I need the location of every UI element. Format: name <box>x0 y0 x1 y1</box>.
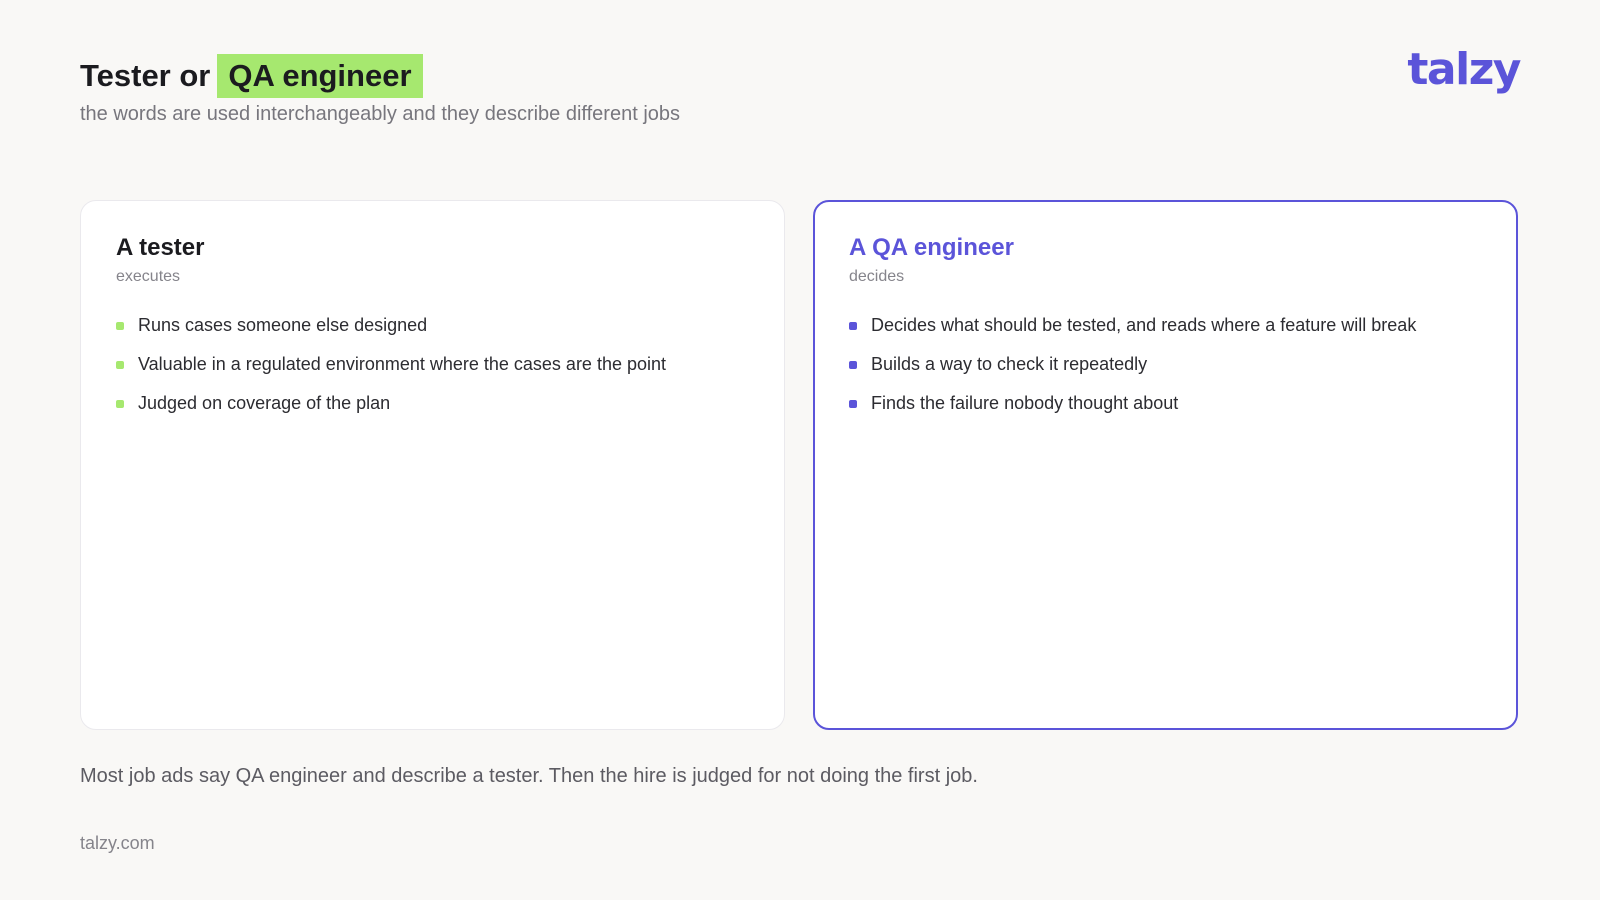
tester-card-subtitle: executes <box>116 268 181 285</box>
tester-card <box>80 200 785 730</box>
list-item <box>116 345 749 384</box>
title-highlight: QA engineer <box>217 54 422 98</box>
qa-engineer-card-subtitle: decides <box>849 268 905 285</box>
bullet-icon <box>849 361 857 369</box>
header <box>80 54 680 126</box>
list-item <box>116 306 749 345</box>
bullet-icon <box>116 361 124 369</box>
page-subtitle: the words are used interchangeably and they describe different jobs <box>80 103 681 125</box>
bullet-text: Runs cases someone else designed <box>138 315 428 335</box>
bullet-icon <box>849 322 857 330</box>
page-title <box>80 54 680 98</box>
list-item <box>849 345 1482 384</box>
list-item <box>849 306 1482 345</box>
footnote: Most job ads say QA engineer and describe a tester. Then the hire is judged for not doing the first job. <box>80 765 978 787</box>
site-url: talzy.com <box>80 833 155 853</box>
tester-bullet-list <box>116 306 749 423</box>
bullet-text: Valuable in a regulated environment where the cases are the point <box>138 354 667 374</box>
qa-engineer-bullet-list <box>849 306 1482 423</box>
list-item <box>849 384 1482 423</box>
list-item <box>116 384 749 423</box>
qa-engineer-card <box>813 200 1518 730</box>
qa-engineer-card-title: A QA engineer <box>849 234 1014 261</box>
bullet-text: Decides what should be tested, and reads where a feature will break <box>871 315 1417 335</box>
bullet-text: Builds a way to check it repeatedly <box>871 354 1148 374</box>
bullet-icon <box>116 322 124 330</box>
tester-card-title: A tester <box>116 234 205 261</box>
bullet-icon <box>849 400 857 408</box>
bullet-text: Judged on coverage of the plan <box>138 393 391 413</box>
title-plain: Tester or <box>80 58 211 93</box>
talzy-logo: talzy <box>1407 44 1520 95</box>
bullet-icon <box>116 400 124 408</box>
bullet-text: Finds the failure nobody thought about <box>871 393 1179 413</box>
